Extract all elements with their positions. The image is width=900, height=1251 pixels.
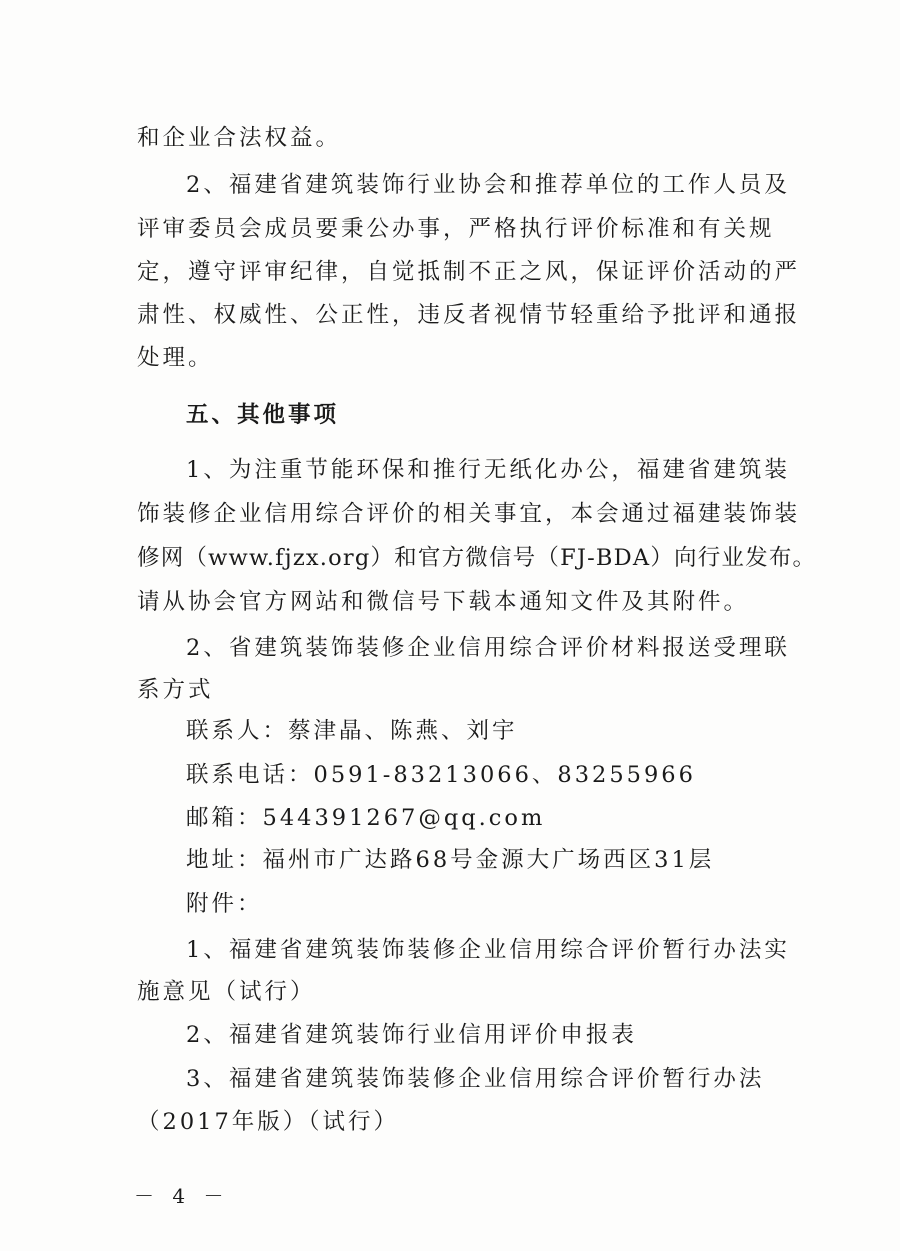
attachment-item: （2017年版）（试行） — [137, 1109, 400, 1135]
paragraph-line: 1、为注重节能环保和推行无纸化办公，福建省建筑装 — [186, 457, 790, 483]
paragraph-line: 处理。 — [137, 345, 214, 371]
paragraph-line: 定，遵守评审纪律，自觉抵制不正之风，保证评价活动的严 — [137, 259, 801, 285]
section-heading: 五、其他事项 — [186, 402, 340, 428]
attachment-item: 2、福建省建筑装饰行业信用评价申报表 — [186, 1022, 637, 1048]
paragraph-line: 饰装修企业信用综合评价的相关事宜，本会通过福建装饰装 — [137, 501, 801, 527]
attachments-label: 附件： — [186, 891, 263, 917]
paragraph-line: 2、福建省建筑装饰行业协会和推荐单位的工作人员及 — [186, 172, 790, 198]
contact-phone: 联系电话：0591-83213066、83255966 — [186, 762, 696, 788]
paragraph-line: 评审委员会成员要秉公办事，严格执行评价标准和有关规 — [137, 216, 775, 242]
paragraph-line: 请从协会官方网站和微信号下载本通知文件及其附件。 — [137, 589, 750, 615]
contact-email: 邮箱：544391267@qq.com — [186, 805, 546, 831]
attachment-item: 施意见（试行） — [137, 979, 316, 1005]
attachment-item: 3、福建省建筑装饰装修企业信用综合评价暂行办法 — [186, 1066, 765, 1092]
page-number: － 4 － — [134, 1184, 230, 1208]
contact-person: 联系人：蔡津晶、陈燕、刘宇 — [186, 718, 518, 744]
paragraph-line: 肃性、权威性、公正性，违反者视情节轻重给予批评和通报 — [137, 302, 801, 328]
attachment-item: 1、福建省建筑装饰装修企业信用综合评价暂行办法实 — [186, 937, 790, 963]
contact-address: 地址：福州市广达路68号金源大广场西区31层 — [186, 847, 715, 873]
paragraph-line: 系方式 — [137, 677, 214, 703]
paragraph-line: 和企业合法权益。 — [137, 125, 342, 151]
paragraph-line: 2、省建筑装饰装修企业信用综合评价材料报送受理联 — [186, 635, 790, 661]
paragraph-line: 修网（www.fjzx.org）和官方微信号（FJ-BDA）向行业发布。 — [137, 545, 817, 571]
